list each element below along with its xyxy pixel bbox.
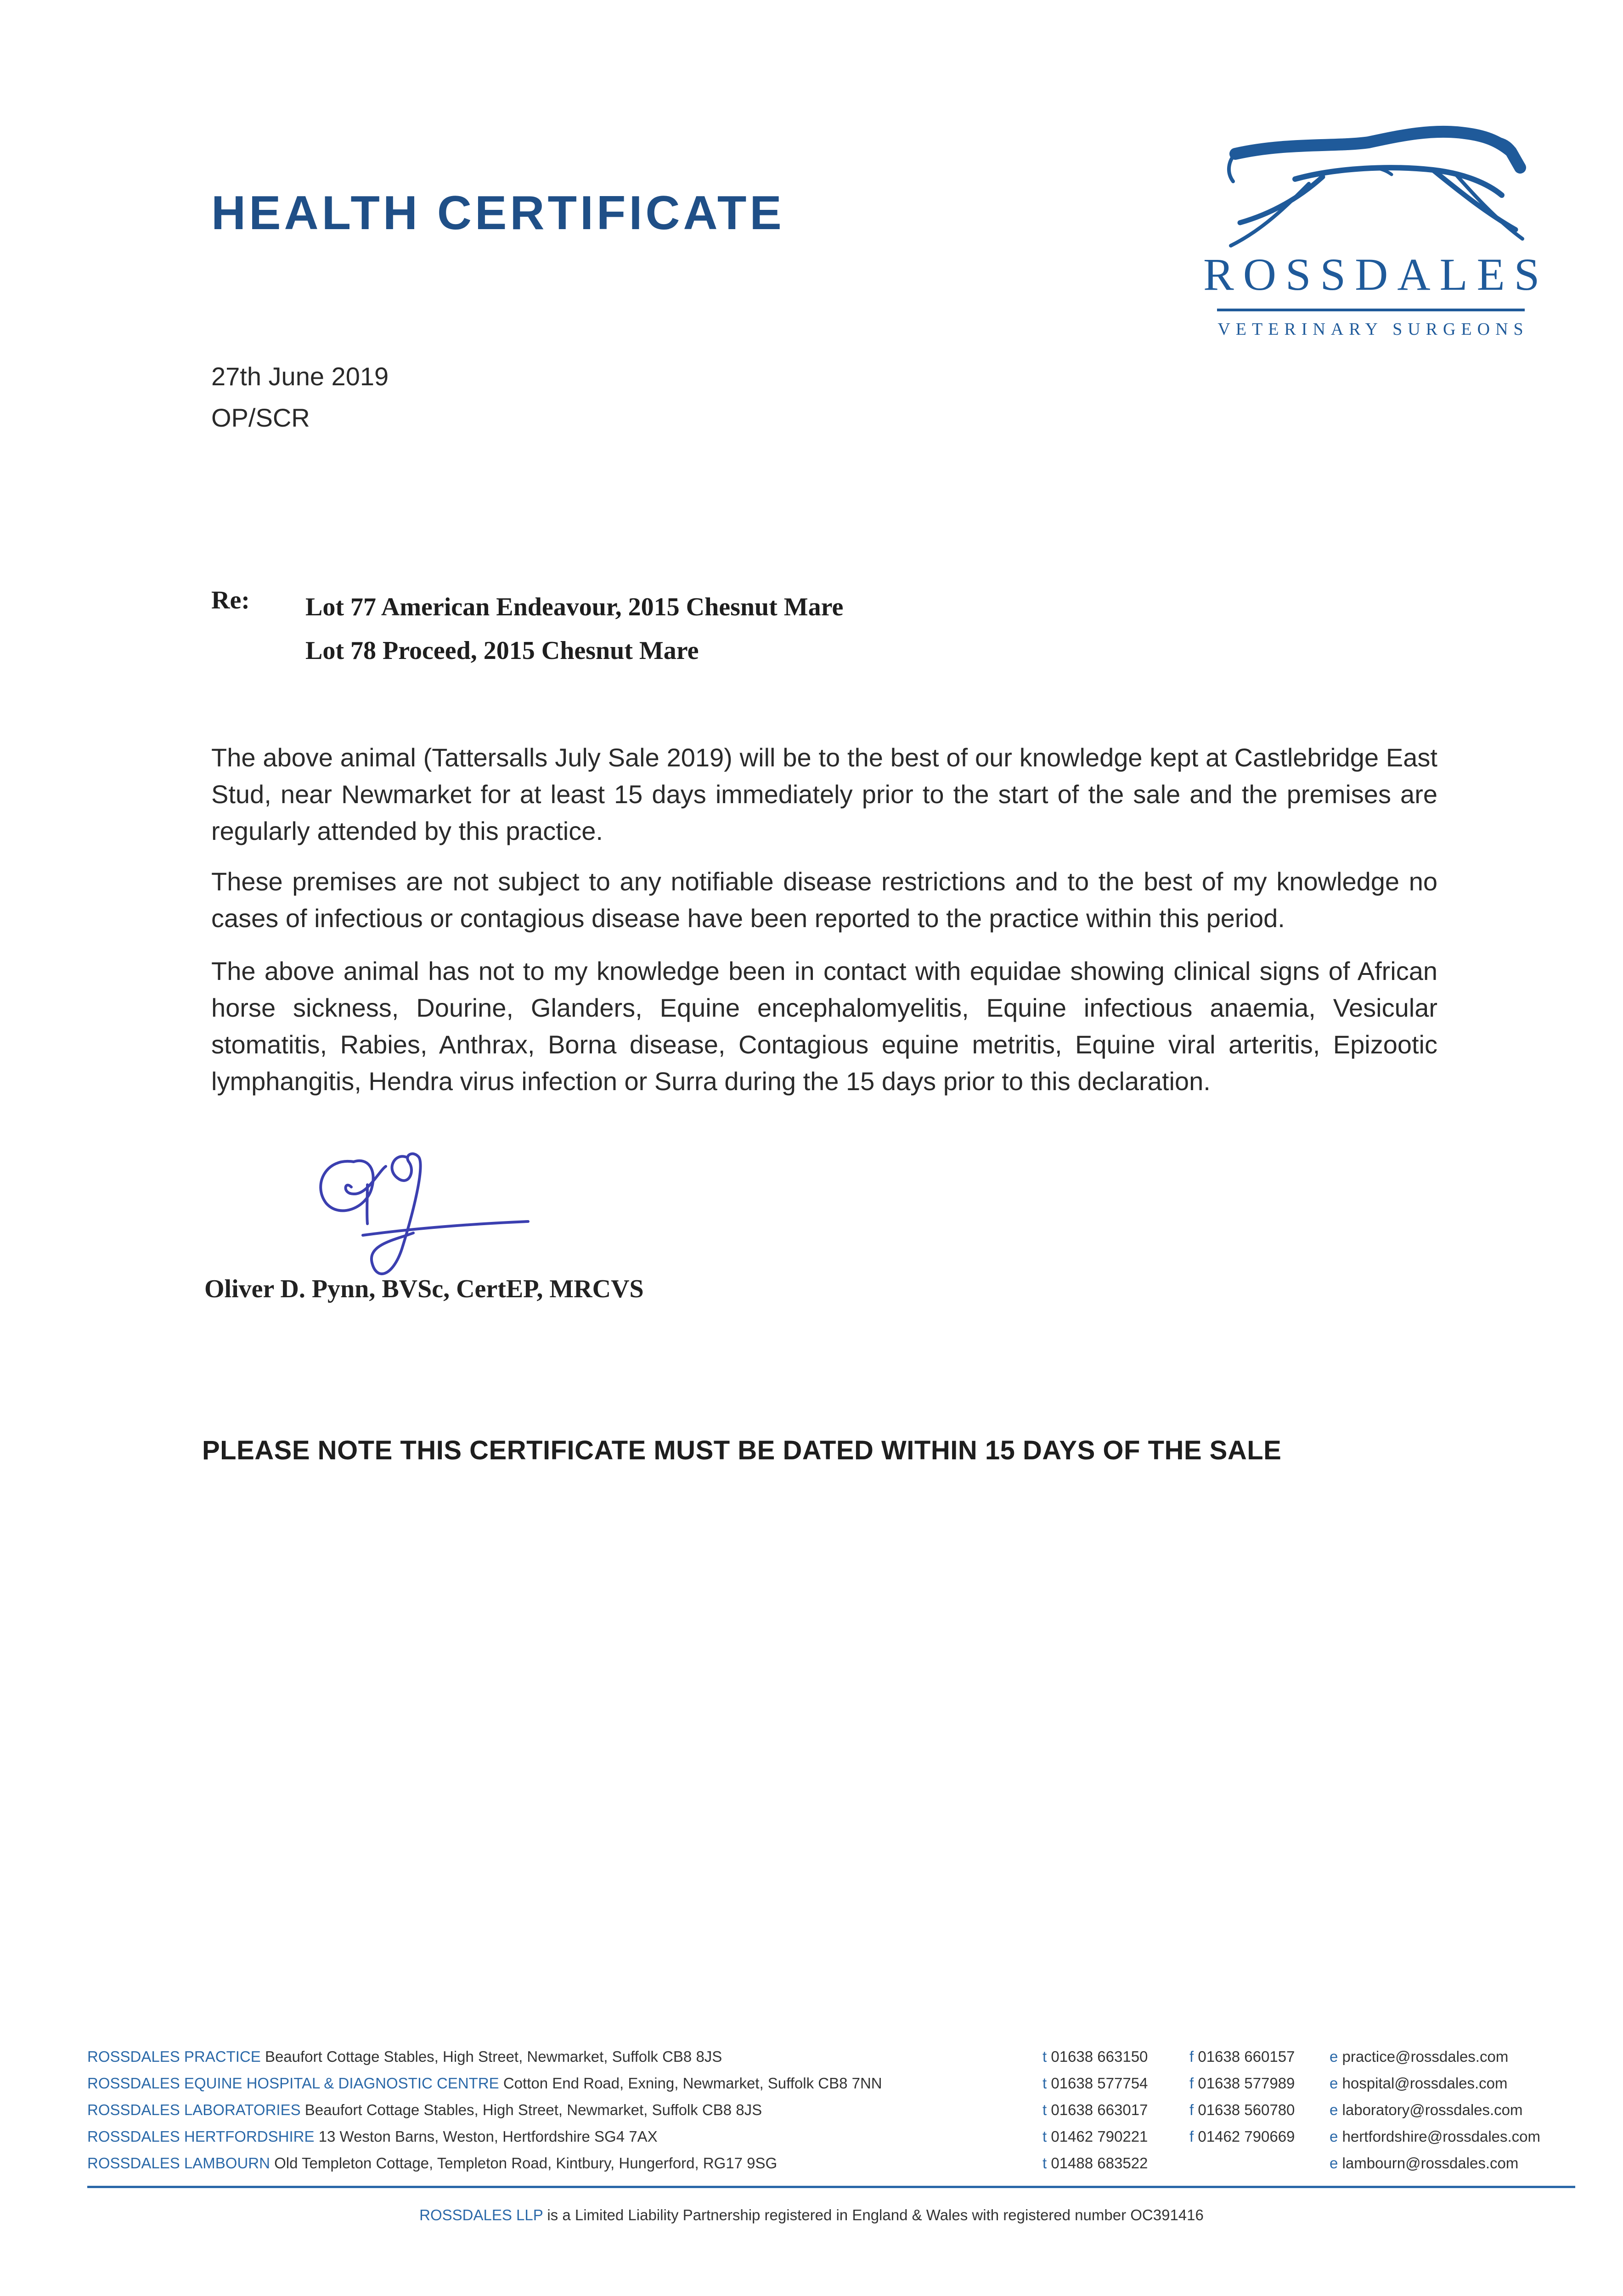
office-name: ROSSDALES LABORATORIES [87, 2101, 301, 2118]
office-fax: 01638 560780 [1198, 2101, 1295, 2118]
office-email: laboratory@rossdales.com [1342, 2101, 1523, 2118]
letter-date: 27th June 2019 [211, 362, 389, 391]
tel-prefix: t [1043, 2101, 1047, 2118]
office-fax: 01462 790669 [1198, 2128, 1295, 2145]
brand-divider [1217, 309, 1525, 311]
office-name: ROSSDALES HERTFORDSHIRE [87, 2128, 315, 2145]
letter-meta [211, 356, 389, 439]
office-row [87, 2155, 1519, 2182]
brand-subtitle: VETERINARY SURGEONS [1217, 320, 1529, 339]
fax-prefix: f [1189, 2048, 1194, 2065]
body-paragraph: The above animal (Tattersalls July Sale 2019) will be to the best of our knowledge kept at Castlebridge East Stud, near Newmarket for at least 15 days immediately prior to the start of the sale and the premises are regularly attended by this practice. [211, 743, 1437, 845]
office-address: Old Templeton Cottage, Templeton Road, Kintbury, Hungerford, RG17 9SG [274, 2155, 778, 2172]
fax-prefix: f [1189, 2075, 1194, 2092]
dating-notice: PLEASE NOTE THIS CERTIFICATE MUST BE DATED WITHIN 15 DAYS OF THE SALE [202, 1435, 1282, 1465]
office-address: 13 Weston Barns, Weston, Hertfordshire SG4 7AX [318, 2128, 658, 2145]
office-row [87, 2048, 1509, 2076]
office-address: Cotton End Road, Exning, Newmarket, Suffolk CB8 7NN [503, 2075, 882, 2092]
email-prefix: e [1330, 2155, 1338, 2172]
fax-prefix: f [1189, 2128, 1194, 2145]
office-name: ROSSDALES EQUINE HOSPITAL & DIAGNOSTIC CENTRE [87, 2075, 499, 2092]
document-title: HEALTH CERTIFICATE [211, 186, 785, 240]
office-fax: 01638 577989 [1198, 2075, 1295, 2092]
office-row [87, 2075, 1508, 2102]
brand-name: ROSSDALES [1203, 249, 1549, 300]
office-row [87, 2128, 1541, 2155]
footer-divider [87, 2186, 1575, 2188]
office-email: lambourn@rossdales.com [1342, 2155, 1519, 2172]
fax-prefix: f [1189, 2101, 1194, 2118]
body-paragraph: These premises are not subject to any notifiable disease restrictions and to the best of my knowledge no cases of infectious or contagious disease have been reported to the practice within this period. [211, 867, 1437, 933]
tel-prefix: t [1043, 2128, 1047, 2145]
email-prefix: e [1330, 2048, 1338, 2065]
office-address: Beaufort Cottage Stables, High Street, Newmarket, Suffolk CB8 8JS [265, 2048, 722, 2065]
re-line: Lot 77 American Endeavour, 2015 Chesnut Mare [305, 593, 844, 621]
legal-entity-name: ROSSDALES LLP [419, 2206, 543, 2223]
body-paragraph: The above animal has not to my knowledge been in contact with equidae showing clinical signs of African horse sickness, Dourine, Glanders, Equine encephalomyelitis, Equine infectious anaemia, Vesicular stomatitis, Rabies, Anthrax, Borna disease, Contagious equine metritis, Equine viral arteritis, Epizootic lymphangitis, Hendra virus infection or Surra during the 15 days prior to this declaration. [211, 957, 1437, 1096]
galloping-horse-icon [1217, 115, 1529, 253]
legal-statement [0, 2206, 1623, 2224]
signer-name: Oliver D. Pynn, BVSc, CertEP, MRCVS [204, 1275, 644, 1303]
office-email: hospital@rossdales.com [1342, 2075, 1508, 2092]
tel-prefix: t [1043, 2155, 1047, 2172]
office-tel: 01638 663150 [1051, 2048, 1148, 2065]
office-name: ROSSDALES LAMBOURN [87, 2155, 270, 2172]
email-prefix: e [1330, 2075, 1338, 2092]
office-fax: 01638 660157 [1198, 2048, 1295, 2065]
office-email: hertfordshire@rossdales.com [1342, 2128, 1541, 2145]
handwritten-signature [299, 1143, 537, 1290]
office-tel: 01462 790221 [1051, 2128, 1148, 2145]
office-tel: 01638 577754 [1051, 2075, 1148, 2092]
office-email: practice@rossdales.com [1342, 2048, 1509, 2065]
tel-prefix: t [1043, 2048, 1047, 2065]
tel-prefix: t [1043, 2075, 1047, 2092]
legal-text: is a Limited Liability Partnership registered in England & Wales with registered number OC391416 [547, 2206, 1204, 2223]
office-row [87, 2101, 1523, 2129]
rossdales-logo [1203, 110, 1549, 349]
re-line: Lot 78 Proceed, 2015 Chesnut Mare [305, 636, 699, 665]
office-tel: 01638 663017 [1051, 2101, 1148, 2118]
office-address: Beaufort Cottage Stables, High Street, Newmarket, Suffolk CB8 8JS [304, 2101, 762, 2118]
office-tel: 01488 683522 [1051, 2155, 1148, 2172]
letter-reference: OP/SCR [211, 403, 310, 432]
re-label: Re: [211, 586, 250, 614]
re-subject [305, 585, 843, 673]
email-prefix: e [1330, 2128, 1338, 2145]
email-prefix: e [1330, 2101, 1338, 2118]
office-name: ROSSDALES PRACTICE [87, 2048, 261, 2065]
